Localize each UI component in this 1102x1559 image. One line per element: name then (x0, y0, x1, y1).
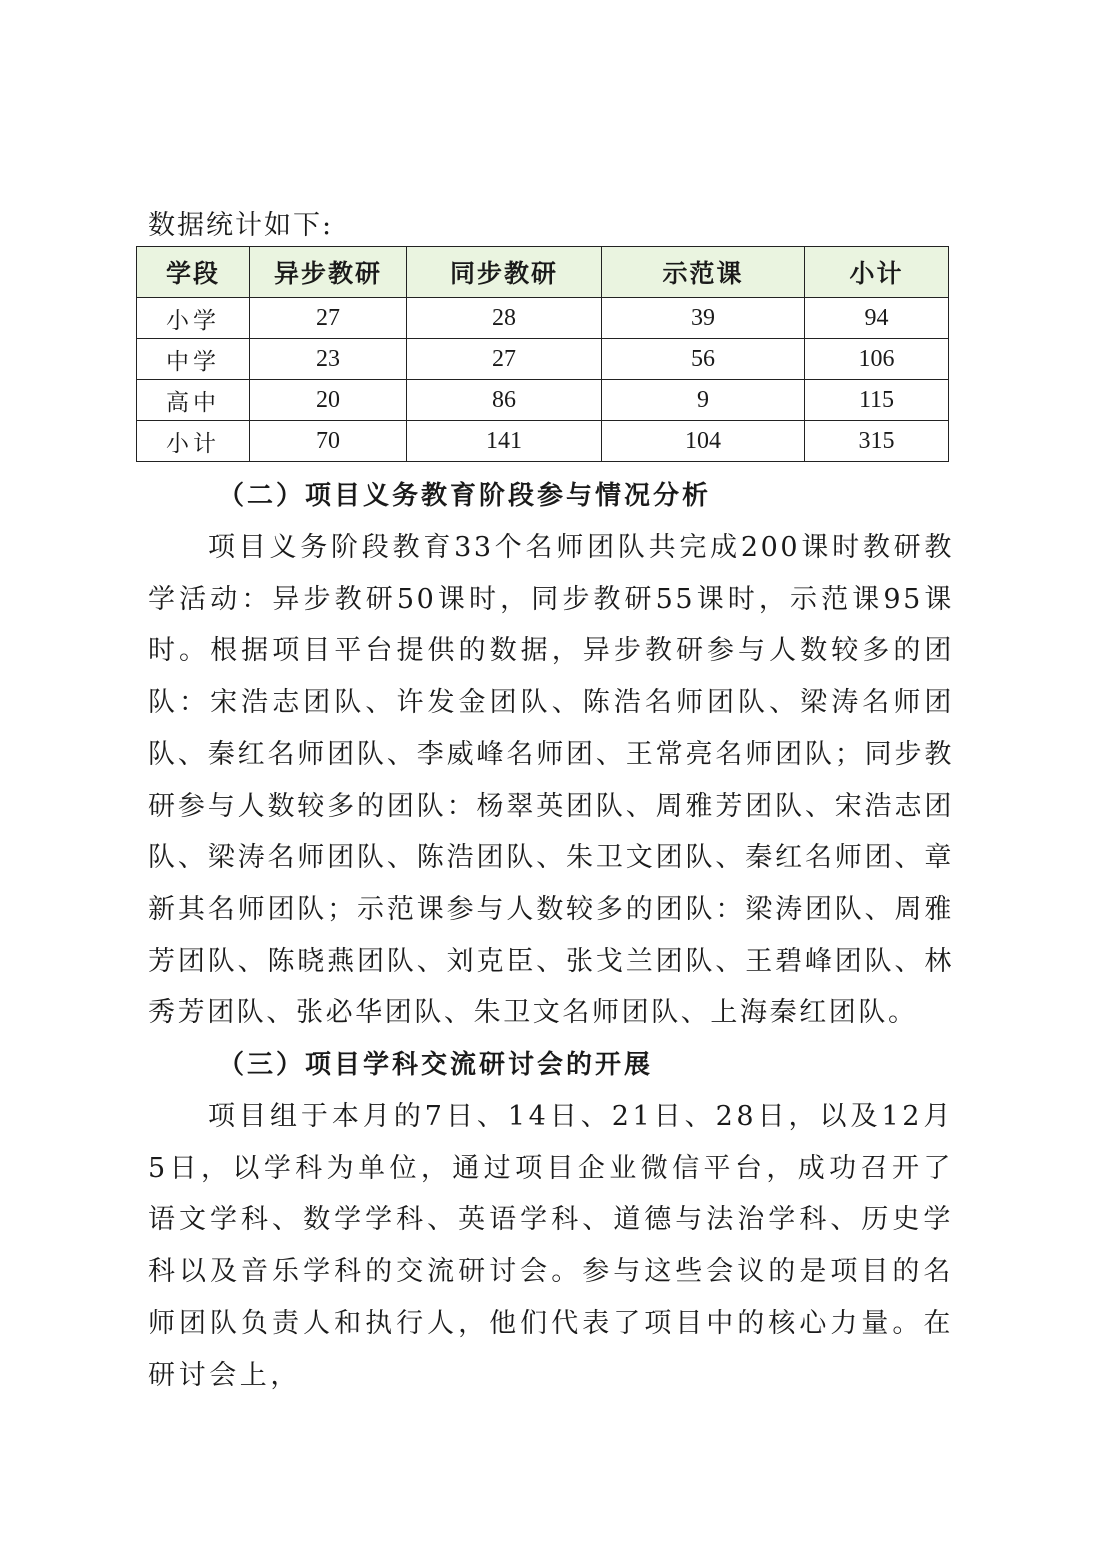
table-cell: 23 (250, 339, 407, 380)
header-subtotal: 小计 (805, 247, 949, 298)
table-cell: 315 (805, 421, 949, 462)
table-cell: 141 (407, 421, 602, 462)
table-cell: 115 (805, 380, 949, 421)
section-2-heading: （二）项目义务教育阶段参与情况分析 (218, 481, 712, 511)
section-3-heading: （三）项目学科交流研讨会的开展 (218, 1050, 654, 1080)
header-stage: 学段 (137, 247, 250, 298)
table-cell: 94 (805, 298, 949, 339)
intro-text: 数据统计如下: (148, 210, 334, 241)
table-cell: 9 (602, 380, 805, 421)
table-cell: 28 (407, 298, 602, 339)
table-cell: 20 (250, 380, 407, 421)
row-label: 中学 (137, 339, 250, 380)
row-label: 高中 (137, 380, 250, 421)
table-cell: 70 (250, 421, 407, 462)
table-row (137, 380, 949, 421)
row-label: 小计 (137, 421, 250, 462)
table-header-row (137, 247, 949, 298)
header-sync-research: 同步教研 (407, 247, 602, 298)
header-async-research: 异步教研 (250, 247, 407, 298)
table-cell: 39 (602, 298, 805, 339)
section-2-paragraph: 项目义务阶段教育33个名师团队共完成200课时教研教学活动：异步教研50课时，同步教研55课时，示范课95课时。根据项目平台提供的数据，异步教研参与人数较多的团队：宋浩志团队、许发金团队、陈浩名师团队、梁涛名师团队、秦红名师团队、李威峰名师团、王常亮名师团队；同步教研参与人数较多的团队：杨翠英团队、周雅芳团队、宋浩志团队、梁涛名师团队、陈浩团队、朱卫文团队、秦红名师团、章新其名师团队；示范课参与人数较多的团队：梁涛团队、周雅芳团队、陈晓燕团队、刘克臣、张戈兰团队、王碧峰团队、林秀芳团队、张必华团队、朱卫文名师团队、上海秦红团队。 (148, 532, 954, 1029)
table-cell: 106 (805, 339, 949, 380)
table-cell: 56 (602, 339, 805, 380)
table-cell: 104 (602, 421, 805, 462)
statistics-table (136, 246, 949, 462)
section-3-paragraph: 项目组于本月的7日、14日、21日、28日，以及12月5日，以学科为单位，通过项目企业微信平台，成功召开了语文学科、数学学科、英语学科、道德与法治学科、历史学科以及音乐学科的交流研讨会。参与这些会议的是项目的名师团队负责人和执行人，他们代表了项目中的核心力量。在研讨会上， (148, 1101, 954, 1391)
table-cell: 86 (407, 380, 602, 421)
table-row (137, 421, 949, 462)
header-demo-class: 示范课 (602, 247, 805, 298)
table-row (137, 339, 949, 380)
table-row (137, 298, 949, 339)
row-label: 小学 (137, 298, 250, 339)
table-cell: 27 (407, 339, 602, 380)
table-cell: 27 (250, 298, 407, 339)
